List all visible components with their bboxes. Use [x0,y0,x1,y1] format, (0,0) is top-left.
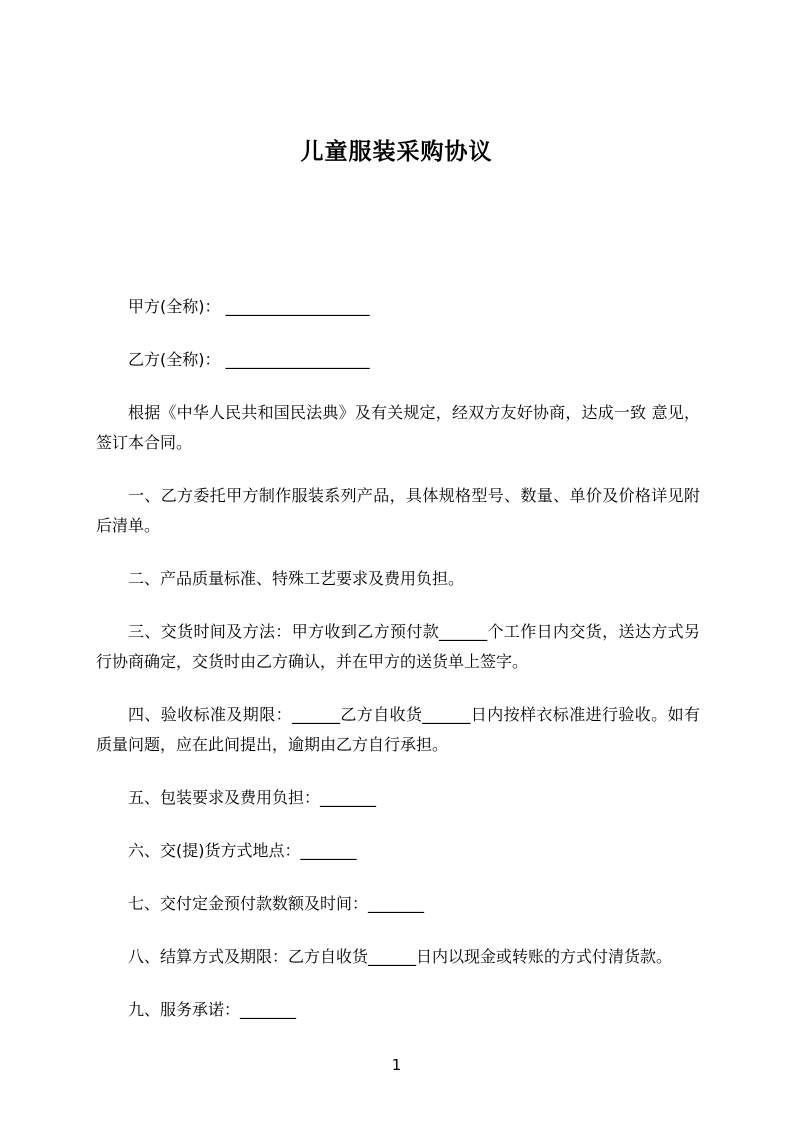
clause-3-paragraph: 三、交货时间及方法：甲方收到乙方预付款______个工作日内交货，送达方式另行协商确定，交货时由乙方确认，并在甲方的送货单上签字。 [96,622,700,671]
clause-9-paragraph: 九、服务承诺：_______ [128,1000,297,1019]
party-a-line [96,292,700,322]
party-b-blank-line: __________________ [220,350,370,369]
clause-2-paragraph: 二、产品质量标准、特殊工艺要求及费用负担。 [128,569,465,588]
party-b-line [96,345,700,375]
clause-5-paragraph: 五、包装要求及费用负担：_______ [128,788,377,807]
party-b-label: 乙方(全称)： [128,350,221,369]
document-title: 儿童服装采购协议 [300,139,493,165]
clause-4-paragraph: 四、验收标准及期限：______乙方自收货______日内按样衣标准进行验收。如有质量问题，应在此间提出，逾期由乙方自行承担。 [96,705,700,754]
clause-7-paragraph: 七、交付定金预付款数额及时间：_______ [128,894,425,913]
party-a-label: 甲方(全称)： [128,297,221,316]
intro-paragraph: 根据《中华人民共和国民法典》及有关规定，经双方友好协商，达成一致 意见，签订本合同。 [96,403,700,452]
page-number: 1 [391,1056,402,1074]
document-body [0,292,793,1025]
party-a-blank-line: __________________ [220,297,370,316]
clause-6-paragraph: 六、交(提)货方式地点：_______ [128,841,357,860]
clause-1-paragraph: 一、乙方委托甲方制作服装系列产品，具体规格型号、数量、单价及价格详见附后清单。 [96,486,700,535]
clause-8-paragraph: 八、结算方式及期限：乙方自收货______日内以现金或转账的方式付清货款。 [128,947,673,966]
